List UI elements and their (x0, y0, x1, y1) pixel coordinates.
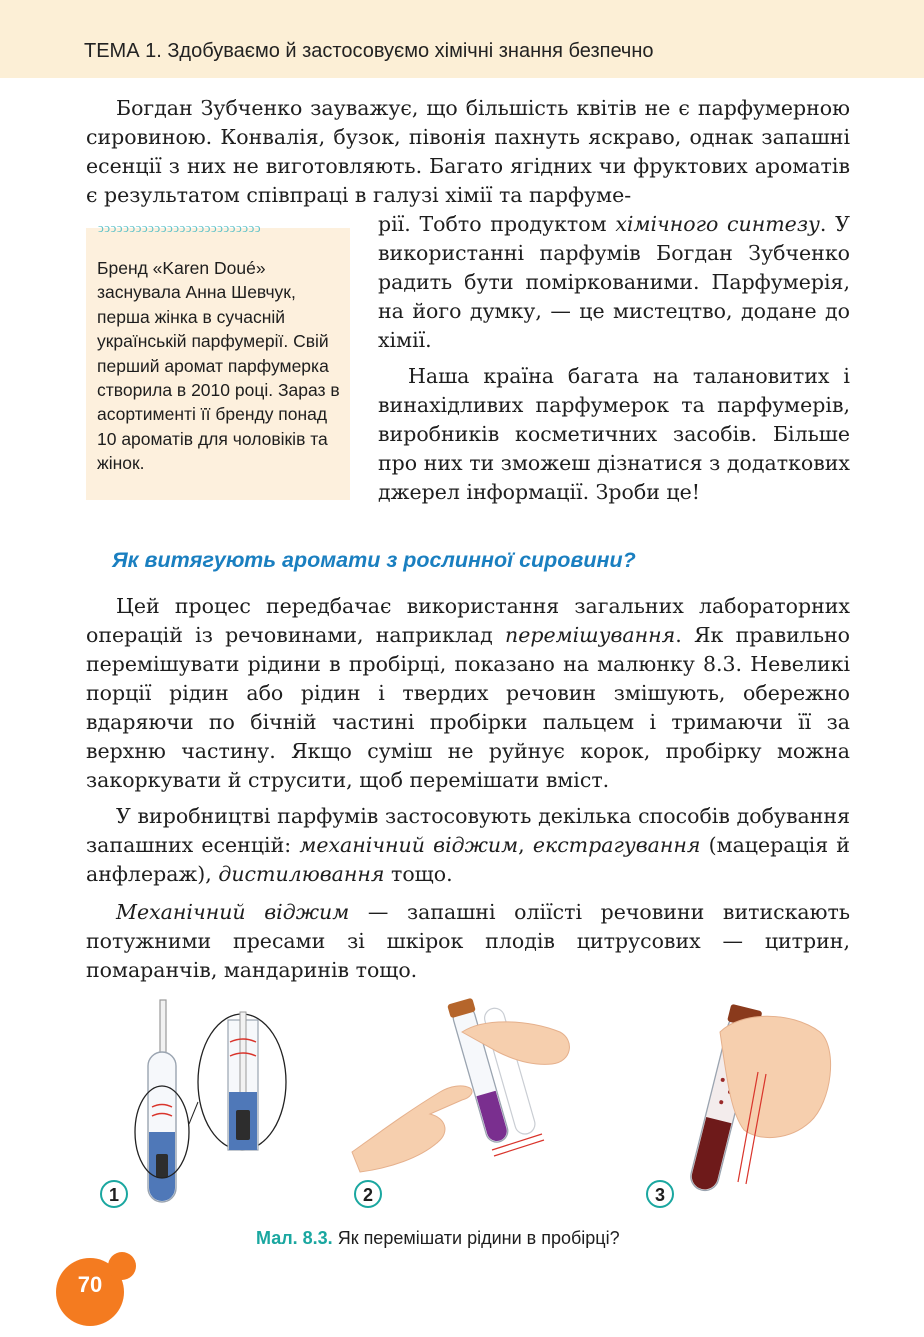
paragraph-mechanical-pressing (86, 898, 850, 985)
term-extraction: екстрагування (532, 833, 701, 857)
figure-caption-label: Мал. 8.3. (256, 1228, 333, 1248)
paragraph-text: У виробництві парфумів застосовують декілька способів добування запашних есенцій: (86, 804, 850, 857)
separator: , (518, 833, 533, 857)
svg-text:1: 1 (108, 1185, 120, 1205)
svg-text:2: 2 (362, 1185, 374, 1205)
panel-1-illustration (135, 1000, 286, 1202)
section-heading: Як витягують аромати з рослинної сировини? (112, 548, 636, 572)
page-header (0, 0, 924, 78)
hand-icon (720, 1016, 831, 1137)
paragraph-text: — запашні оліїсті речовини витискають потужними пресами зі шкірок плодів цитрусових — цитрин, помаранчів, мандаринів тощо. (86, 900, 850, 982)
paragraph-intro-continued (378, 210, 850, 355)
panel-2-illustration (352, 992, 569, 1172)
paragraph-text: Наша країна багата на талановитих і винахідливих парфумерок та парфумерів, виробників косметичних засобів. Більше про них ти зможеш дізнатися з додаткових джерел інформації. Зроби це! (378, 364, 850, 504)
term-mechanical-pressing: механічний віджим (299, 833, 519, 857)
notebook-spiral-decoration: ↄↄↄↄↄↄↄↄↄↄↄↄↄↄↄↄↄↄↄↄↄↄↄↄↄↄ (98, 221, 262, 236)
paragraph-intro (86, 94, 850, 210)
paragraph-text: Цей процес передбачає використання загальних лабораторних операцій із речовинами, наприклад (86, 594, 850, 647)
paragraph-text: (мацерація й анфлераж), (86, 833, 850, 886)
chapter-title: ТЕМА 1. Здобуваємо й застосовуємо хімічні знання безпечно (84, 40, 654, 62)
paragraph-mixing (86, 592, 850, 795)
paragraph-intro-text: Богдан Зубченко зауважує, що більшість квітів не є парфумерною сировиною. Конвалія, бузок, півонія пахнуть яскраво, однак запашні есенції з них не виготовляють. Багато ягідних чи фруктових ароматів є результатом співпраці в галузі хімії та парфуме- (86, 96, 850, 207)
term-distillation: дистилювання (218, 862, 385, 886)
figure-mixing-test-tubes (90, 992, 850, 1212)
page-number: 70 (77, 1272, 103, 1297)
term-mixing: перемішування (505, 623, 676, 647)
paragraph-text: . У використанні парфумів Богдан Зубченко радить бути поміркованими. Парфумерія, на його думку, — це мистецтво, додане до хімії. (378, 212, 850, 352)
tapping-hand-icon (352, 1086, 472, 1172)
svg-text:3: 3 (654, 1185, 666, 1205)
figure-caption-text: Як перемішати рідини в пробірці? (332, 1228, 620, 1248)
panel-3-illustration (686, 1004, 831, 1194)
paragraph-text: . Як правильно перемішувати рідини в пробірці, показано на малюнку 8.3. Невеликі порції рідин або рідин і твердих речовин змішують, обережно вдаряючи по бічній частині пробірки пальцем і тримаючи її за верхню частину. Якщо суміш не руйнує корок, пробірку можна закоркувати й струсити, щоб перемішати вміст. (86, 623, 850, 792)
sidebox-text: Бренд «Karen Doué» заснувала Анна Шевчук, перша жінка в сучасній українській парфумерії. Свій перший аромат парфумерка створила в 2010 році. Зараз в асортименті її бренду понад 10 ароматів для чоловіків та жінок. (97, 258, 340, 474)
figure-label-2 (355, 1181, 381, 1207)
term-mechanical-pressing: Механічний віджим (116, 900, 350, 924)
figure-caption (256, 1228, 620, 1249)
paragraph-text: рії. Тобто продуктом (378, 212, 616, 236)
paragraph-talents (378, 362, 850, 507)
paragraph-methods (86, 802, 850, 889)
paragraph-text: тощо. (384, 862, 453, 886)
figure-label-3 (647, 1181, 673, 1207)
figure-label-1 (101, 1181, 127, 1207)
term-chemical-synthesis: хімічного синтезу (615, 212, 820, 236)
